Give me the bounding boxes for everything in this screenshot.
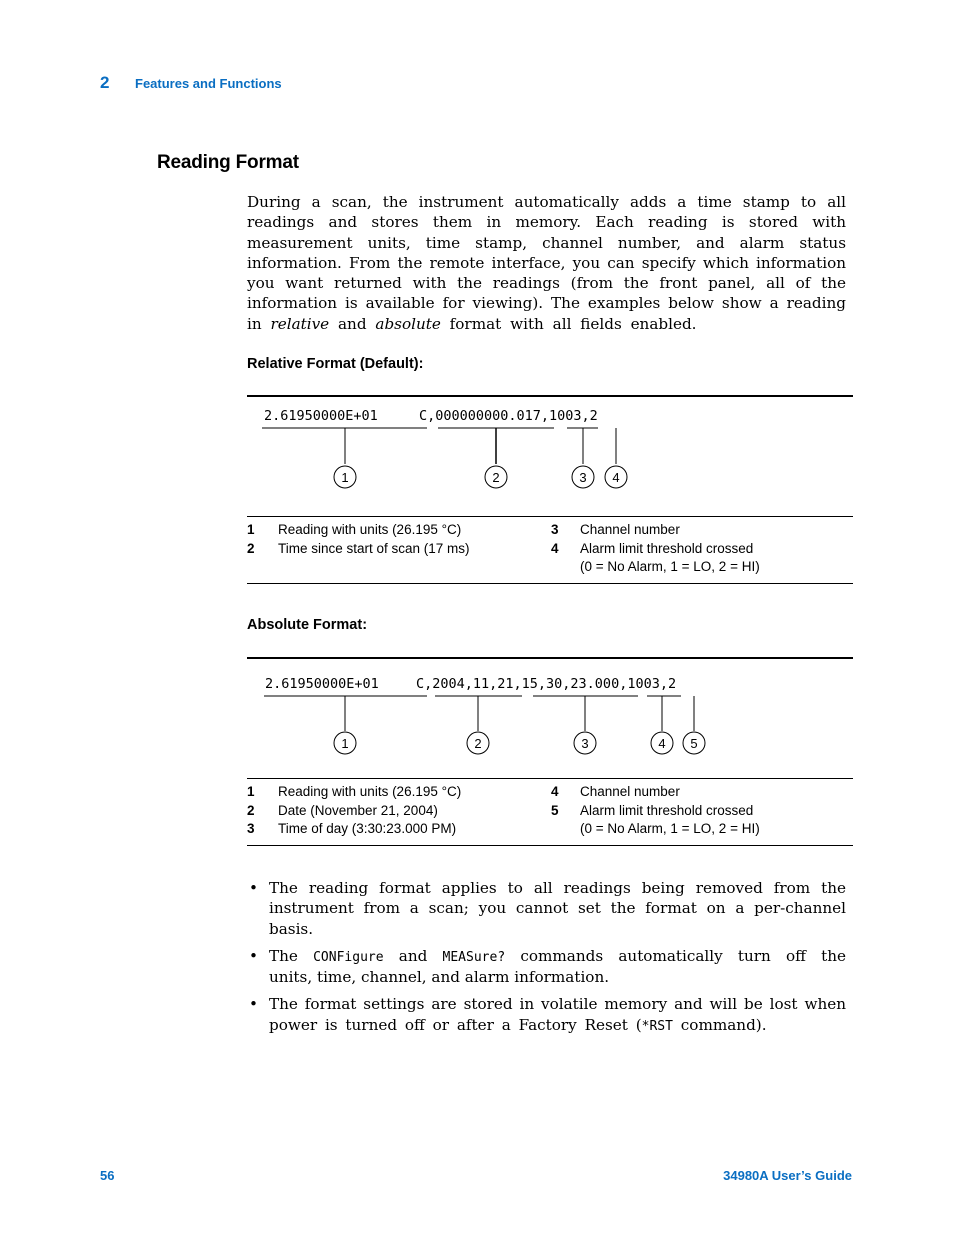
notes-list: [247, 878, 846, 1043]
intro-line: in relative and absolute format with all fields enabled.: [247, 314, 697, 333]
legend-number: 5: [551, 803, 559, 818]
legend-text: (0 = No Alarm, 1 = LO, 2 = HI): [580, 559, 760, 574]
callout-number: 4: [612, 470, 620, 485]
callout-number: 3: [579, 470, 587, 485]
legend-text: Channel number: [580, 784, 680, 799]
legend-number: 1: [247, 522, 255, 537]
callout-number: 1: [341, 470, 349, 485]
callout-number: 4: [658, 736, 666, 751]
legend-text: Date (November 21, 2004): [278, 803, 438, 818]
absolute-reading-fields: C,2004,11,21,15,30,23.000,1003,2: [416, 676, 677, 692]
code-rst: *RST: [641, 1018, 673, 1034]
legend-text: Channel number: [580, 522, 680, 537]
absolute-top-rule: [247, 657, 853, 659]
callout-number: 2: [492, 470, 500, 485]
intro-paragraph: [247, 192, 846, 334]
emphasis-relative: relative: [270, 314, 330, 333]
intro-line: information is available for viewing). The examples below show a reading: [247, 294, 846, 313]
page-number: 56: [100, 1168, 115, 1183]
list-item: • The format settings are stored in volatile memory and will be lost when power is turned off or after a Factory Reset (*RST command).: [249, 995, 846, 1034]
callout-number: 5: [690, 736, 698, 751]
bullet-icon: •: [249, 995, 258, 1014]
relative-top-rule: [247, 395, 853, 397]
legend-number: 1: [247, 784, 255, 799]
absolute-reading-value: 2.61950000E+01: [265, 676, 379, 692]
intro-line: During a scan, the instrument automatically adds a time stamp to all: [247, 193, 846, 211]
list-item: • The reading format applies to all readings being removed from the instrument from a scan; you cannot set the format on a per-channel basis.: [249, 879, 846, 938]
legend-text: (0 = No Alarm, 1 = LO, 2 = HI): [580, 821, 760, 836]
callout-number: 1: [341, 736, 349, 751]
list-item: • The CONFigure and MEASure? commands automatically turn off the units, time, channel, and alarm information.: [249, 947, 847, 986]
legend-number: 2: [247, 541, 255, 556]
intro-line: measurement units, time stamp, channel number, and alarm status: [247, 233, 846, 252]
intro-line: readings and stores them in memory. Each reading is stored with: [247, 213, 846, 232]
relative-legend: [247, 522, 853, 582]
code-measure: MEASure?: [442, 950, 506, 966]
legend-text: Time since start of scan (17 ms): [278, 541, 470, 556]
guide-title: 34980A User’s Guide: [723, 1168, 852, 1183]
legend-text: Reading with units (26.195 °C): [278, 522, 462, 537]
legend-number: 3: [247, 821, 255, 836]
legend-number: 3: [551, 522, 559, 537]
absolute-legend-top-rule: [247, 778, 853, 779]
legend-text: Alarm limit threshold crossed: [580, 541, 754, 556]
relative-reading-fields: C,000000000.017,1003,2: [419, 408, 598, 424]
bullet-icon: •: [249, 947, 258, 966]
relative-format-heading: Relative Format (Default):: [247, 356, 424, 372]
code-configure: CONFigure: [313, 950, 384, 966]
callout-number: 2: [474, 736, 482, 751]
chapter-title: Features and Functions: [135, 76, 282, 91]
intro-line: information. From the remote interface, you can specify which information: [247, 253, 846, 272]
bullet-icon: •: [249, 879, 258, 897]
relative-legend-bottom-rule: [247, 583, 853, 584]
legend-text: Alarm limit threshold crossed: [580, 803, 754, 818]
absolute-format-diagram: [247, 666, 853, 776]
legend-text: Reading with units (26.195 °C): [278, 784, 462, 799]
legend-number: 2: [247, 803, 255, 818]
absolute-legend-bottom-rule: [247, 845, 853, 846]
absolute-legend: [247, 784, 853, 844]
chapter-number: 2: [100, 73, 110, 92]
relative-format-diagram: [247, 400, 853, 510]
relative-legend-top-rule: [247, 516, 853, 517]
legend-number: 4: [551, 784, 559, 799]
legend-text: Time of day (3:30:23.000 PM): [278, 821, 457, 836]
absolute-format-heading: Absolute Format:: [247, 617, 368, 633]
callout-number: 3: [581, 736, 589, 751]
relative-reading-value: 2.61950000E+01: [264, 408, 378, 424]
legend-number: 4: [551, 541, 559, 556]
section-title: Reading Format: [157, 152, 299, 173]
emphasis-absolute: absolute: [375, 314, 441, 333]
intro-line: you want returned with the readings (from the front panel, all of the: [247, 274, 846, 293]
